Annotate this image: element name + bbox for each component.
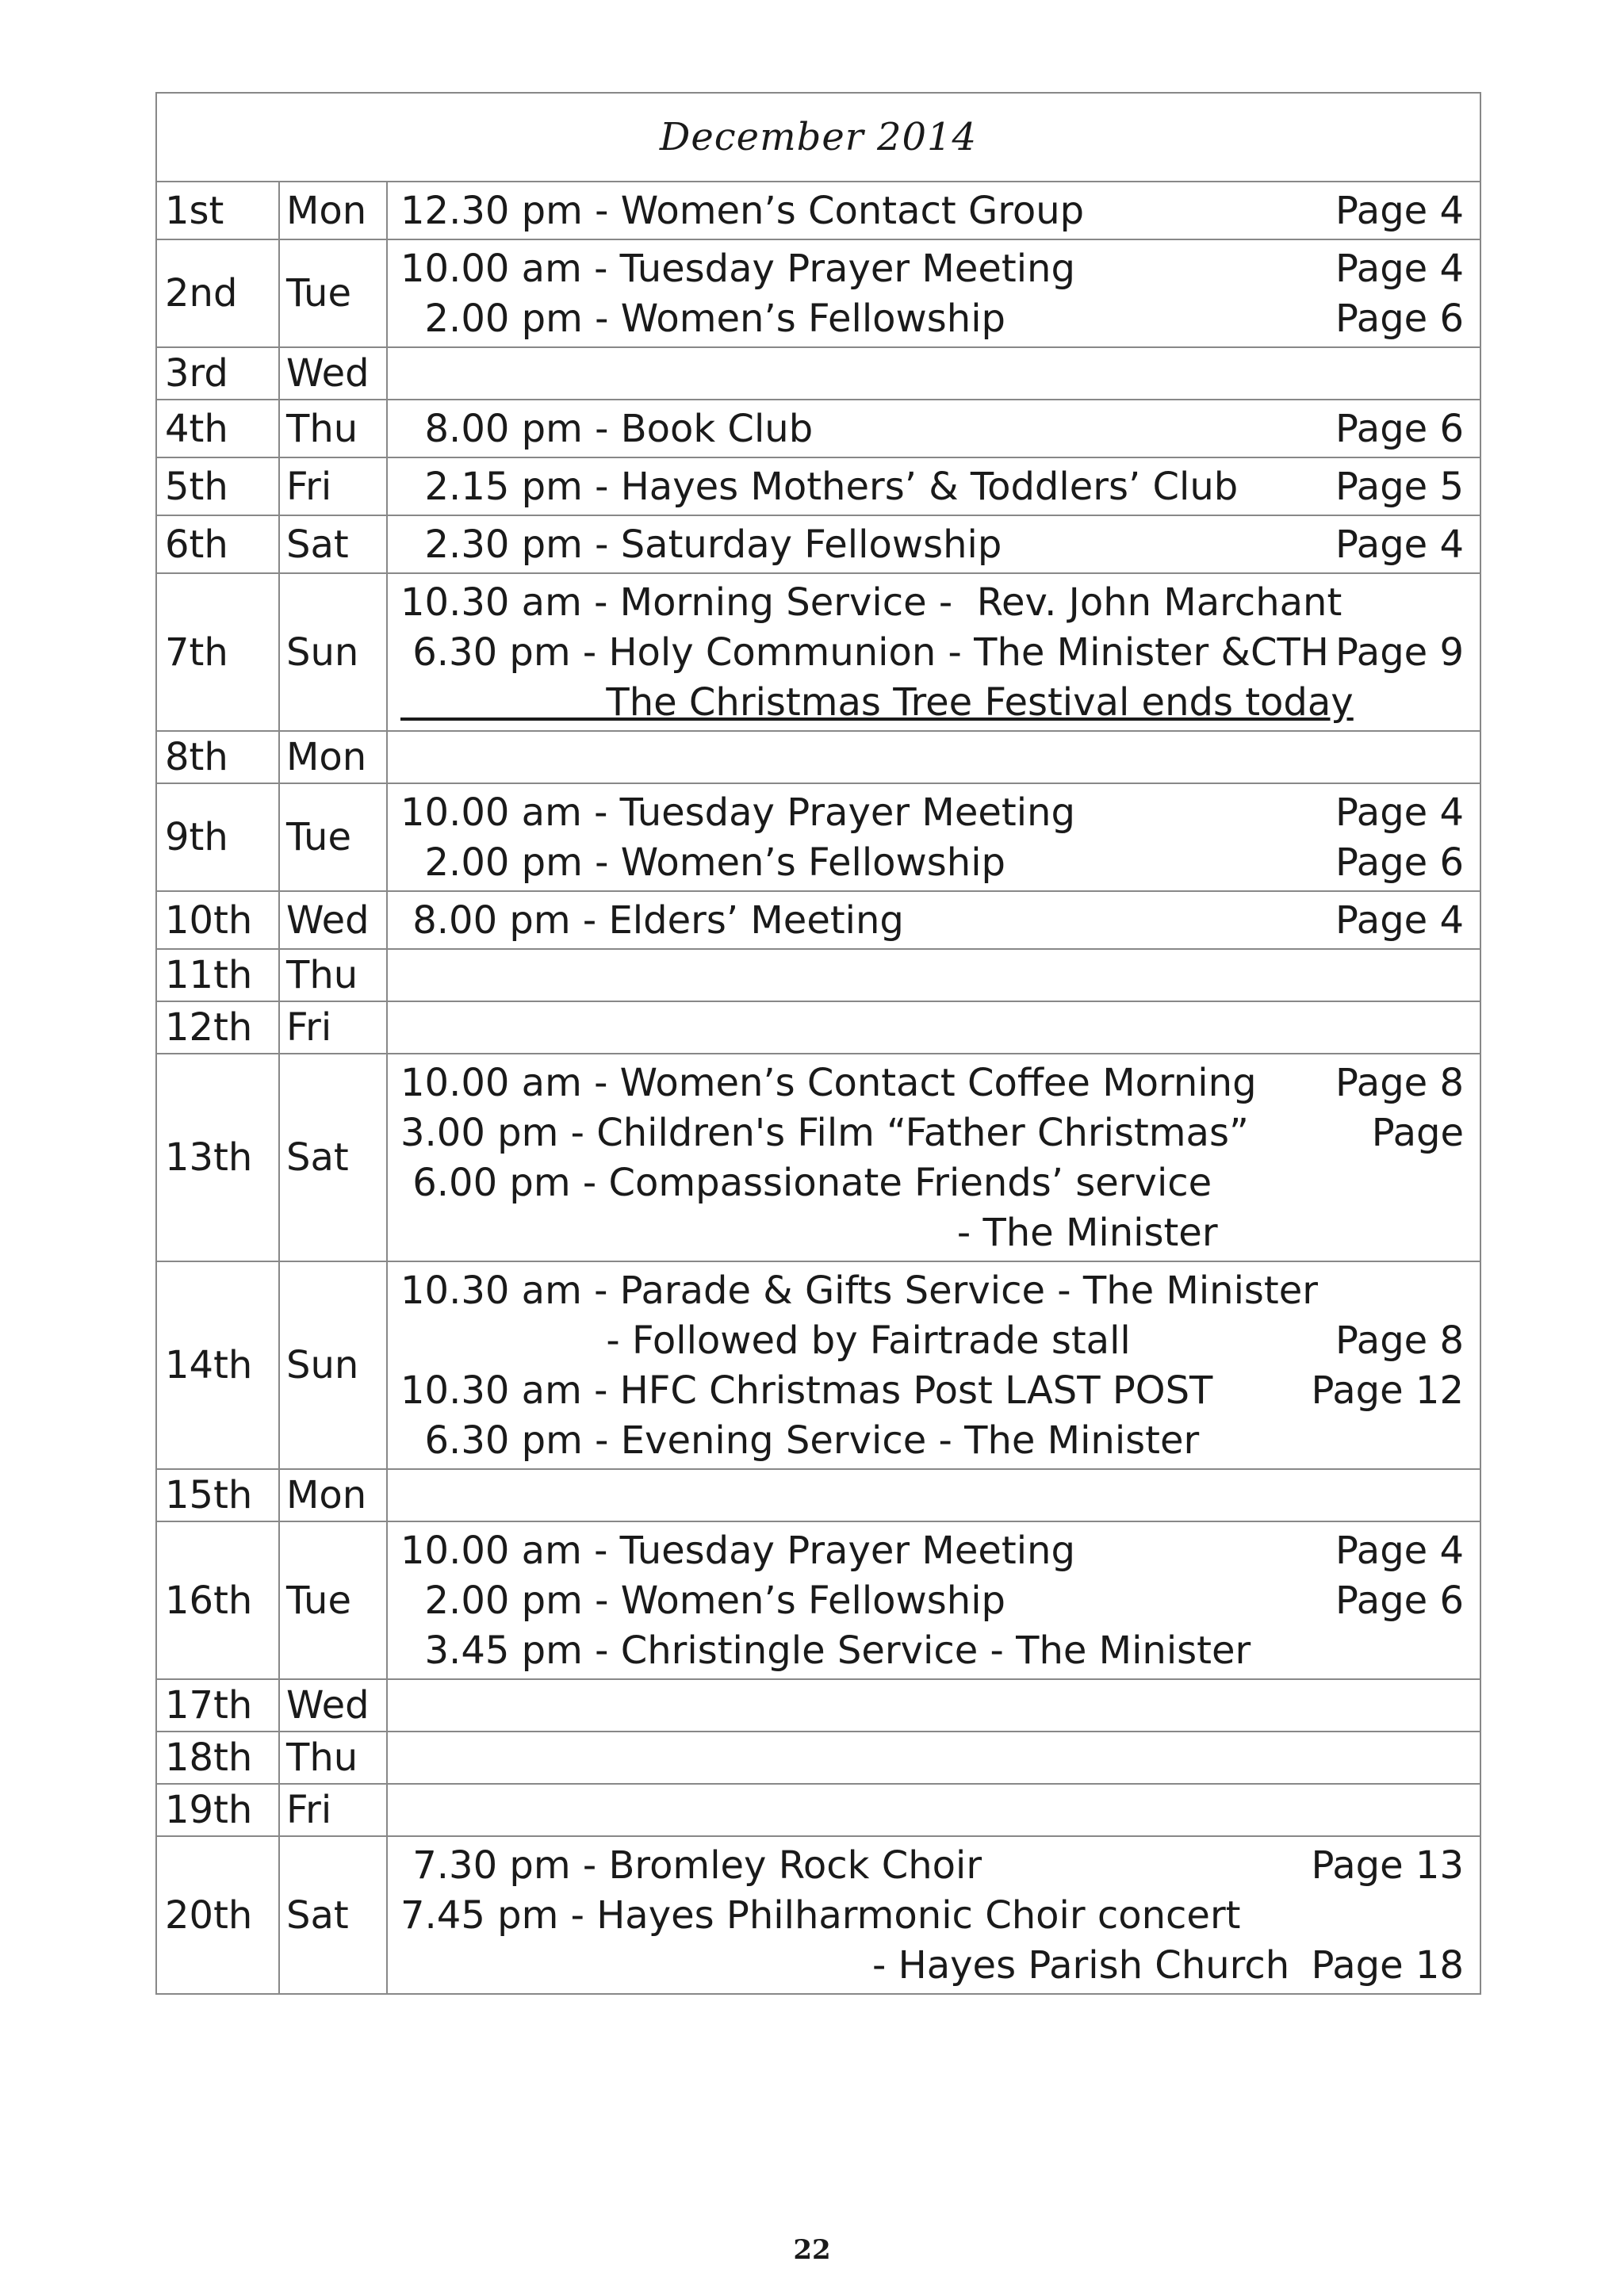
event-page-ref: Page bbox=[1371, 1110, 1464, 1155]
day-events bbox=[387, 1521, 1480, 1679]
event-text: 6.30 pm - Holy Communion - The Minister &CTH bbox=[400, 629, 1329, 675]
day-weekday: Thu bbox=[279, 400, 387, 457]
event-text: 10.00 am - Tuesday Prayer Meeting bbox=[400, 790, 1075, 835]
day-weekday: Fri bbox=[279, 1001, 387, 1054]
event-text: 2.00 pm - Women’s Fellowship bbox=[400, 840, 1006, 885]
event-line bbox=[400, 404, 1464, 453]
day-weekday: Wed bbox=[279, 347, 387, 400]
day-date: 3rd bbox=[156, 347, 279, 400]
event-page-ref: Page 4 bbox=[1335, 897, 1464, 943]
day-events bbox=[387, 1732, 1480, 1784]
calendar-table bbox=[155, 92, 1481, 1995]
day-row bbox=[156, 239, 1480, 347]
event-line bbox=[400, 1315, 1464, 1365]
event-text: 10.30 am - Parade & Gifts Service - The Minister bbox=[400, 1268, 1319, 1313]
title-row bbox=[156, 93, 1480, 182]
day-date: 19th bbox=[156, 1784, 279, 1836]
day-row bbox=[156, 347, 1480, 400]
calendar-body bbox=[156, 93, 1480, 1994]
day-weekday: Thu bbox=[279, 949, 387, 1001]
day-weekday: Tue bbox=[279, 239, 387, 347]
day-events bbox=[387, 1784, 1480, 1836]
event-text: 10.00 am - Women’s Contact Coffee Morning bbox=[400, 1060, 1257, 1105]
day-row bbox=[156, 1732, 1480, 1784]
day-weekday: Sat bbox=[279, 1836, 387, 1994]
event-line bbox=[400, 1265, 1464, 1315]
day-events bbox=[387, 891, 1480, 949]
event-text: 8.00 pm - Elders’ Meeting bbox=[400, 897, 904, 943]
event-text: The Christmas Tree Festival ends today bbox=[400, 679, 1354, 725]
day-weekday: Thu bbox=[279, 1732, 387, 1784]
day-weekday: Sun bbox=[279, 573, 387, 731]
day-row bbox=[156, 1054, 1480, 1261]
day-weekday: Tue bbox=[279, 783, 387, 891]
event-page-ref: Page 18 bbox=[1311, 1942, 1464, 1988]
day-events bbox=[387, 400, 1480, 457]
event-text: 10.00 am - Tuesday Prayer Meeting bbox=[400, 246, 1075, 291]
event-page-ref: Page 6 bbox=[1335, 296, 1464, 341]
event-page-ref: Page 12 bbox=[1311, 1368, 1464, 1413]
day-row bbox=[156, 573, 1480, 731]
event-text: 12.30 pm - Women’s Contact Group bbox=[400, 188, 1085, 233]
day-row bbox=[156, 1784, 1480, 1836]
day-date: 11th bbox=[156, 949, 279, 1001]
day-row bbox=[156, 1521, 1480, 1679]
day-weekday: Tue bbox=[279, 1521, 387, 1679]
event-line bbox=[400, 1840, 1464, 1890]
event-page-ref: Page 4 bbox=[1335, 1528, 1464, 1573]
day-date: 5th bbox=[156, 457, 279, 515]
day-events bbox=[387, 515, 1480, 573]
event-text: - Followed by Fairtrade stall bbox=[400, 1318, 1131, 1363]
day-date: 14th bbox=[156, 1261, 279, 1469]
event-line bbox=[400, 519, 1464, 569]
event-page-ref: Page 13 bbox=[1311, 1843, 1464, 1888]
day-events bbox=[387, 1001, 1480, 1054]
day-weekday: Wed bbox=[279, 1679, 387, 1732]
event-text: 2.00 pm - Women’s Fellowship bbox=[400, 1578, 1006, 1623]
day-events bbox=[387, 457, 1480, 515]
event-text: - The Minister bbox=[400, 1210, 1218, 1255]
event-page-ref: Page 8 bbox=[1335, 1060, 1464, 1105]
event-line bbox=[400, 1940, 1464, 1990]
day-date: 15th bbox=[156, 1469, 279, 1521]
event-line bbox=[400, 1575, 1464, 1625]
title-cell bbox=[156, 93, 1480, 182]
day-row bbox=[156, 1836, 1480, 1994]
event-line bbox=[400, 1890, 1464, 1940]
event-page-ref: Page 4 bbox=[1335, 246, 1464, 291]
page-number: 22 bbox=[793, 2234, 831, 2266]
day-weekday: Wed bbox=[279, 891, 387, 949]
event-text: 6.00 pm - Compassionate Friends’ service bbox=[400, 1160, 1212, 1205]
event-line bbox=[400, 1108, 1464, 1158]
event-text: 2.15 pm - Hayes Mothers’ & Toddlers’ Club bbox=[400, 464, 1239, 509]
day-row bbox=[156, 1469, 1480, 1521]
event-line bbox=[400, 577, 1464, 627]
event-line bbox=[400, 627, 1464, 677]
day-events bbox=[387, 239, 1480, 347]
event-text: 6.30 pm - Evening Service - The Minister bbox=[400, 1418, 1200, 1463]
event-line bbox=[400, 677, 1464, 727]
day-events bbox=[387, 949, 1480, 1001]
day-date: 16th bbox=[156, 1521, 279, 1679]
event-page-ref: Page 4 bbox=[1335, 188, 1464, 233]
event-text: 10.30 am - HFC Christmas Post LAST POST bbox=[400, 1368, 1213, 1413]
event-page-ref: Page 6 bbox=[1335, 840, 1464, 885]
day-date: 20th bbox=[156, 1836, 279, 1994]
day-row bbox=[156, 400, 1480, 457]
event-text: 7.45 pm - Hayes Philharmonic Choir concert bbox=[400, 1892, 1241, 1938]
event-page-ref: Page 8 bbox=[1335, 1318, 1464, 1363]
event-text: 3.45 pm - Christingle Service - The Minister bbox=[400, 1628, 1251, 1673]
event-line bbox=[400, 1415, 1464, 1465]
day-row bbox=[156, 731, 1480, 783]
day-date: 9th bbox=[156, 783, 279, 891]
event-line bbox=[400, 461, 1464, 511]
day-row bbox=[156, 515, 1480, 573]
event-line bbox=[400, 1207, 1464, 1257]
event-text: - Hayes Parish Church bbox=[400, 1942, 1290, 1988]
day-events bbox=[387, 182, 1480, 239]
event-line bbox=[400, 837, 1464, 887]
day-events bbox=[387, 1469, 1480, 1521]
day-date: 6th bbox=[156, 515, 279, 573]
day-date: 17th bbox=[156, 1679, 279, 1732]
event-text: 10.00 am - Tuesday Prayer Meeting bbox=[400, 1528, 1075, 1573]
day-weekday: Mon bbox=[279, 1469, 387, 1521]
event-page-ref: Page 5 bbox=[1335, 464, 1464, 509]
day-row bbox=[156, 949, 1480, 1001]
day-date: 4th bbox=[156, 400, 279, 457]
event-text: 3.00 pm - Children's Film “Father Christmas” bbox=[400, 1110, 1249, 1155]
event-text: 2.30 pm - Saturday Fellowship bbox=[400, 522, 1002, 567]
day-weekday: Mon bbox=[279, 182, 387, 239]
day-weekday: Fri bbox=[279, 1784, 387, 1836]
day-date: 1st bbox=[156, 182, 279, 239]
day-date: 7th bbox=[156, 573, 279, 731]
day-weekday: Sun bbox=[279, 1261, 387, 1469]
event-line bbox=[400, 1158, 1464, 1207]
day-row bbox=[156, 1001, 1480, 1054]
event-text: 7.30 pm - Bromley Rock Choir bbox=[400, 1843, 982, 1888]
day-weekday: Sat bbox=[279, 515, 387, 573]
event-page-ref: Page 4 bbox=[1335, 522, 1464, 567]
day-events bbox=[387, 783, 1480, 891]
day-row bbox=[156, 1679, 1480, 1732]
day-weekday: Sat bbox=[279, 1054, 387, 1261]
event-line bbox=[400, 895, 1464, 945]
day-date: 8th bbox=[156, 731, 279, 783]
event-line bbox=[400, 243, 1464, 293]
day-events bbox=[387, 1054, 1480, 1261]
event-line bbox=[400, 1625, 1464, 1675]
day-events bbox=[387, 1836, 1480, 1994]
day-date: 2nd bbox=[156, 239, 279, 347]
event-line bbox=[400, 186, 1464, 235]
event-text: 2.00 pm - Women’s Fellowship bbox=[400, 296, 1006, 341]
day-date: 12th bbox=[156, 1001, 279, 1054]
event-page-ref: Page 6 bbox=[1335, 1578, 1464, 1623]
day-date: 18th bbox=[156, 1732, 279, 1784]
day-date: 10th bbox=[156, 891, 279, 949]
event-text: 10.30 am - Morning Service - Rev. John Marchant bbox=[400, 580, 1342, 625]
day-events bbox=[387, 731, 1480, 783]
day-row bbox=[156, 182, 1480, 239]
day-date: 13th bbox=[156, 1054, 279, 1261]
event-page-ref: Page 9 bbox=[1335, 629, 1464, 675]
event-line bbox=[400, 293, 1464, 343]
event-line bbox=[400, 1365, 1464, 1415]
event-line bbox=[400, 1525, 1464, 1575]
day-weekday: Fri bbox=[279, 457, 387, 515]
event-page-ref: Page 6 bbox=[1335, 406, 1464, 451]
day-events bbox=[387, 1261, 1480, 1469]
day-events bbox=[387, 347, 1480, 400]
day-row bbox=[156, 891, 1480, 949]
event-line bbox=[400, 787, 1464, 837]
day-row bbox=[156, 1261, 1480, 1469]
event-page-ref: Page 4 bbox=[1335, 790, 1464, 835]
event-line bbox=[400, 1058, 1464, 1108]
calendar-title: December 2014 bbox=[659, 115, 978, 159]
day-row bbox=[156, 457, 1480, 515]
day-events bbox=[387, 1679, 1480, 1732]
event-text: 8.00 pm - Book Club bbox=[400, 406, 814, 451]
day-row bbox=[156, 783, 1480, 891]
day-weekday: Mon bbox=[279, 731, 387, 783]
day-events bbox=[387, 573, 1480, 731]
